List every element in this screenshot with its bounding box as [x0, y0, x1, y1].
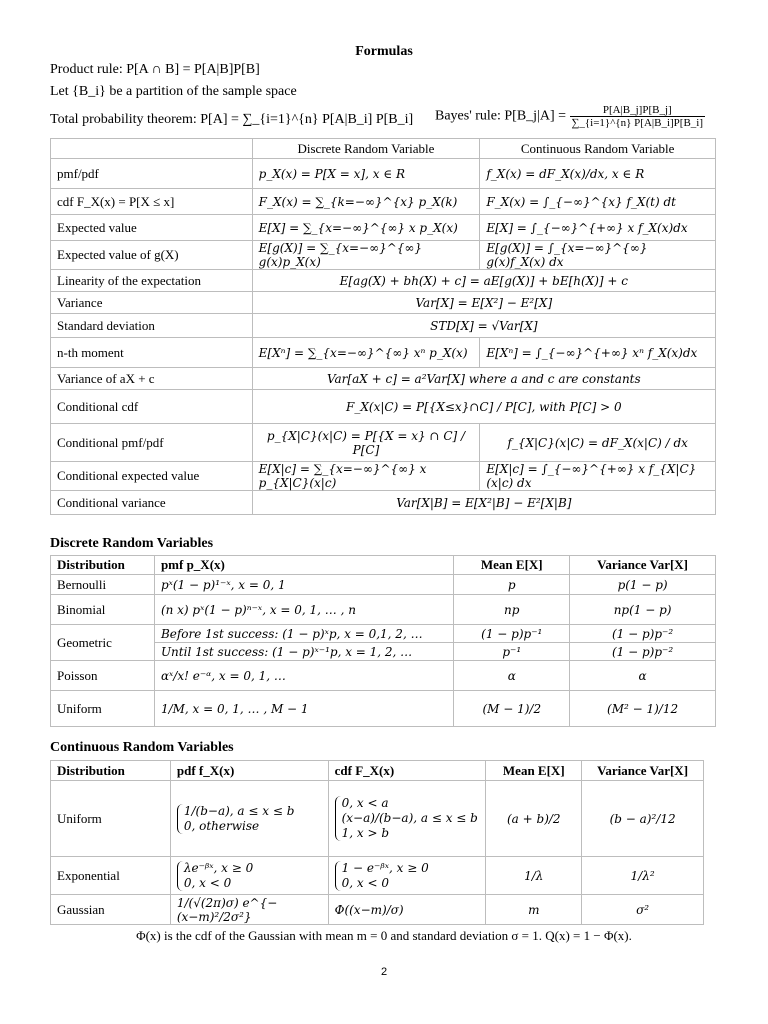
continuous-formula: F_X(x) = ∫_{−∞}^{x} f_X(t) dt	[480, 189, 716, 215]
table-row	[51, 189, 716, 215]
pdf-case: 1/(b−a), a ≤ x ≤ b	[183, 803, 295, 818]
variance-formula: (1 − p)p⁻²	[570, 625, 716, 643]
bayes-label: Bayes' rule: P[B_j|A] =	[435, 108, 567, 124]
table-row	[51, 292, 716, 314]
cdf-case: 1, x > b	[341, 826, 390, 840]
partition-statement: Let {B_i} be a partition of the sample space	[50, 84, 297, 99]
merged-formula: Var[aX + c] = a²Var[X] where a and c are constants	[252, 368, 715, 390]
table-header-row	[51, 761, 704, 781]
continuous-section-title: Continuous Random Variables	[50, 740, 234, 755]
header-cell: pdf f_X(x)	[170, 761, 328, 781]
merged-formula: STD[X] = √Var[X]	[252, 314, 715, 338]
header-cell: pmf p_X(x)	[154, 556, 453, 575]
row-label: Standard deviation	[51, 314, 253, 338]
table-row	[51, 857, 704, 895]
mean-formula: np	[454, 595, 570, 625]
piecewise-brace	[335, 796, 478, 841]
mean-formula: p⁻¹	[454, 643, 570, 661]
gaussian-note: Φ(x) is the cdf of the Gaussian with mean m = 0 and standard deviation σ = 1. Q(x) = 1 − Φ(x).	[136, 928, 632, 943]
variance-formula: (M² − 1)/12	[570, 691, 716, 727]
table-row	[51, 625, 716, 643]
merged-formula: Var[X|B] = E[X²|B] − E²[X|B]	[252, 491, 715, 515]
distribution-name: Gaussian	[51, 895, 171, 925]
row-label: Linearity of the expectation	[51, 270, 253, 292]
distribution-name: Bernoulli	[51, 575, 155, 595]
pdf-formula: 1/(√(2π)σ) e^{−(x−m)²/2σ²}	[170, 895, 328, 925]
cdf-formula	[328, 857, 486, 895]
continuous-table	[50, 760, 704, 925]
discrete-formula: p_{X|C}(x|C) = P[{X = x} ∩ C] / P[C]	[252, 424, 480, 462]
mean-formula: p	[454, 575, 570, 595]
table-row	[51, 491, 716, 515]
merged-formula: Var[X] = E[X²] − E²[X]	[252, 292, 715, 314]
header-cell: cdf F_X(x)	[328, 761, 486, 781]
discrete-formula: E[Xⁿ] = ∑_{x=−∞}^{∞} xⁿ p_X(x)	[252, 338, 480, 368]
continuous-formula: E[X|c] = ∫_{−∞}^{+∞} x f_{X|C}(x|c) dx	[480, 462, 716, 491]
piecewise-brace	[177, 804, 295, 834]
formulas-table	[50, 138, 716, 515]
table-row	[51, 314, 716, 338]
table-row	[51, 691, 716, 727]
bayes-denominator: ∑_{i=1}^{n} P[A|B_i]P[B_i]	[571, 117, 703, 129]
table-row	[51, 661, 716, 691]
cdf-case: 0, x < a	[341, 796, 389, 810]
table-header-row	[51, 139, 716, 159]
distribution-name: Uniform	[51, 781, 171, 857]
discrete-formula: F_X(x) = ∑_{k=−∞}^{x} p_X(k)	[252, 189, 480, 215]
header-cell: Continuous Random Variable	[480, 139, 716, 159]
variance-formula: np(1 − p)	[570, 595, 716, 625]
distribution-name: Geometric	[51, 625, 155, 661]
mean-formula: (a + b)/2	[486, 781, 582, 857]
mean-formula: (1 − p)p⁻¹	[454, 625, 570, 643]
header-cell	[51, 139, 253, 159]
product-rule: Product rule: P[A ∩ B] = P[A|B]P[B]	[50, 62, 260, 77]
row-label: Variance	[51, 292, 253, 314]
variance-formula: p(1 − p)	[570, 575, 716, 595]
table-row	[51, 575, 716, 595]
bayes-rule	[435, 104, 705, 129]
pmf-formula: (n x) pˣ(1 − p)ⁿ⁻ˣ, x = 0, 1, … , n	[154, 595, 453, 625]
piecewise-brace	[335, 861, 429, 891]
pdf-case: 0, otherwise	[183, 818, 260, 833]
table-row	[51, 390, 716, 424]
mean-formula: 1/λ	[486, 857, 582, 895]
header-cell: Discrete Random Variable	[252, 139, 480, 159]
mean-formula: α	[454, 661, 570, 691]
continuous-formula: E[g(X)] = ∫_{x=−∞}^{∞} g(x)f_X(x) dx	[480, 241, 716, 270]
table-row	[51, 895, 704, 925]
continuous-formula: f_X(x) = dF_X(x)/dx, x ∈ R	[480, 159, 716, 189]
table-row	[51, 595, 716, 625]
continuous-formula: E[X] = ∫_{−∞}^{+∞} x f_X(x)dx	[480, 215, 716, 241]
distribution-name: Poisson	[51, 661, 155, 691]
mean-formula: (M − 1)/2	[454, 691, 570, 727]
pmf-formula: Before 1st success: (1 − p)ˣp, x = 0,1, 2, …	[154, 625, 453, 643]
table-row	[51, 368, 716, 390]
discrete-formula: E[X] = ∑_{x=−∞}^{∞} x p_X(x)	[252, 215, 480, 241]
row-label: Conditional pmf/pdf	[51, 424, 253, 462]
variance-formula: 1/λ²	[582, 857, 704, 895]
pdf-case: 0, x < 0	[183, 875, 232, 890]
continuous-formula: f_{X|C}(x|C) = dF_X(x|C) / dx	[480, 424, 716, 462]
row-label: Expected value of g(X)	[51, 241, 253, 270]
header-cell: Distribution	[51, 556, 155, 575]
table-row	[51, 462, 716, 491]
pmf-formula: αˣ/x! e⁻ᵅ, x = 0, 1, …	[154, 661, 453, 691]
continuous-formula: E[Xⁿ] = ∫_{−∞}^{+∞} xⁿ f_X(x)dx	[480, 338, 716, 368]
pmf-formula: Until 1st success: (1 − p)ˣ⁻¹p, x = 1, 2, …	[154, 643, 453, 661]
discrete-section-title: Discrete Random Variables	[50, 536, 214, 551]
distribution-name: Binomial	[51, 595, 155, 625]
table-header-row	[51, 556, 716, 575]
piecewise-brace	[177, 861, 253, 891]
discrete-formula: E[X|c] = ∑_{x=−∞}^{∞} x p_{X|C}(x|c)	[252, 462, 480, 491]
header-cell: Mean E[X]	[454, 556, 570, 575]
table-row	[51, 159, 716, 189]
table-row	[51, 338, 716, 368]
table-row	[51, 241, 716, 270]
variance-formula: α	[570, 661, 716, 691]
row-label: n-th moment	[51, 338, 253, 368]
row-label: Conditional cdf	[51, 390, 253, 424]
total-probability-theorem: Total probability theorem: P[A] = ∑_{i=1}^{n} P[A|B_i] P[B_i]	[50, 112, 414, 127]
pdf-formula	[170, 857, 328, 895]
bayes-fraction	[570, 104, 705, 129]
table-row	[51, 781, 704, 857]
pmf-formula: pˣ(1 − p)¹⁻ˣ, x = 0, 1	[154, 575, 453, 595]
cdf-formula: Φ((x−m)/σ)	[328, 895, 486, 925]
pmf-formula: 1/M, x = 0, 1, … , M − 1	[154, 691, 453, 727]
page-number: 2	[380, 966, 388, 978]
row-label: Variance of aX + c	[51, 368, 253, 390]
cdf-formula	[328, 781, 486, 857]
discrete-formula: p_X(x) = P[X = x], x ∈ R	[252, 159, 480, 189]
table-row	[51, 424, 716, 462]
variance-formula: σ²	[582, 895, 704, 925]
row-label: pmf/pdf	[51, 159, 253, 189]
header-cell: Variance Var[X]	[582, 761, 704, 781]
cdf-case: 0, x < 0	[341, 875, 389, 890]
row-label: cdf F_X(x) = P[X ≤ x]	[51, 189, 253, 215]
variance-formula: (1 − p)p⁻²	[570, 643, 716, 661]
row-label: Expected value	[51, 215, 253, 241]
merged-formula: F_X(x|C) = P[{X≤x}∩C] / P[C], with P[C] > 0	[252, 390, 715, 424]
row-label: Conditional variance	[51, 491, 253, 515]
distribution-name: Uniform	[51, 691, 155, 727]
discrete-table	[50, 555, 716, 727]
bayes-numerator: P[A|B_j]P[B_j]	[570, 104, 705, 117]
variance-formula: (b − a)²/12	[582, 781, 704, 857]
page-title: Formulas	[355, 44, 413, 59]
header-cell: Variance Var[X]	[570, 556, 716, 575]
mean-formula: m	[486, 895, 582, 925]
cdf-case: (x−a)/(b−a), a ≤ x ≤ b	[341, 811, 478, 825]
header-cell: Distribution	[51, 761, 171, 781]
distribution-name: Exponential	[51, 857, 171, 895]
row-label: Conditional expected value	[51, 462, 253, 491]
merged-formula: E[ag(X) + bh(X) + c] = aE[g(X)] + bE[h(X)] + c	[252, 270, 715, 292]
table-row	[51, 270, 716, 292]
header-cell: Mean E[X]	[486, 761, 582, 781]
pdf-formula	[170, 781, 328, 857]
table-row	[51, 215, 716, 241]
cdf-case: 1 − e⁻ᵝˣ, x ≥ 0	[341, 860, 429, 875]
discrete-formula: E[g(X)] = ∑_{x=−∞}^{∞} g(x)p_X(x)	[252, 241, 480, 270]
pdf-case: λe⁻ᵝˣ, x ≥ 0	[183, 860, 254, 875]
